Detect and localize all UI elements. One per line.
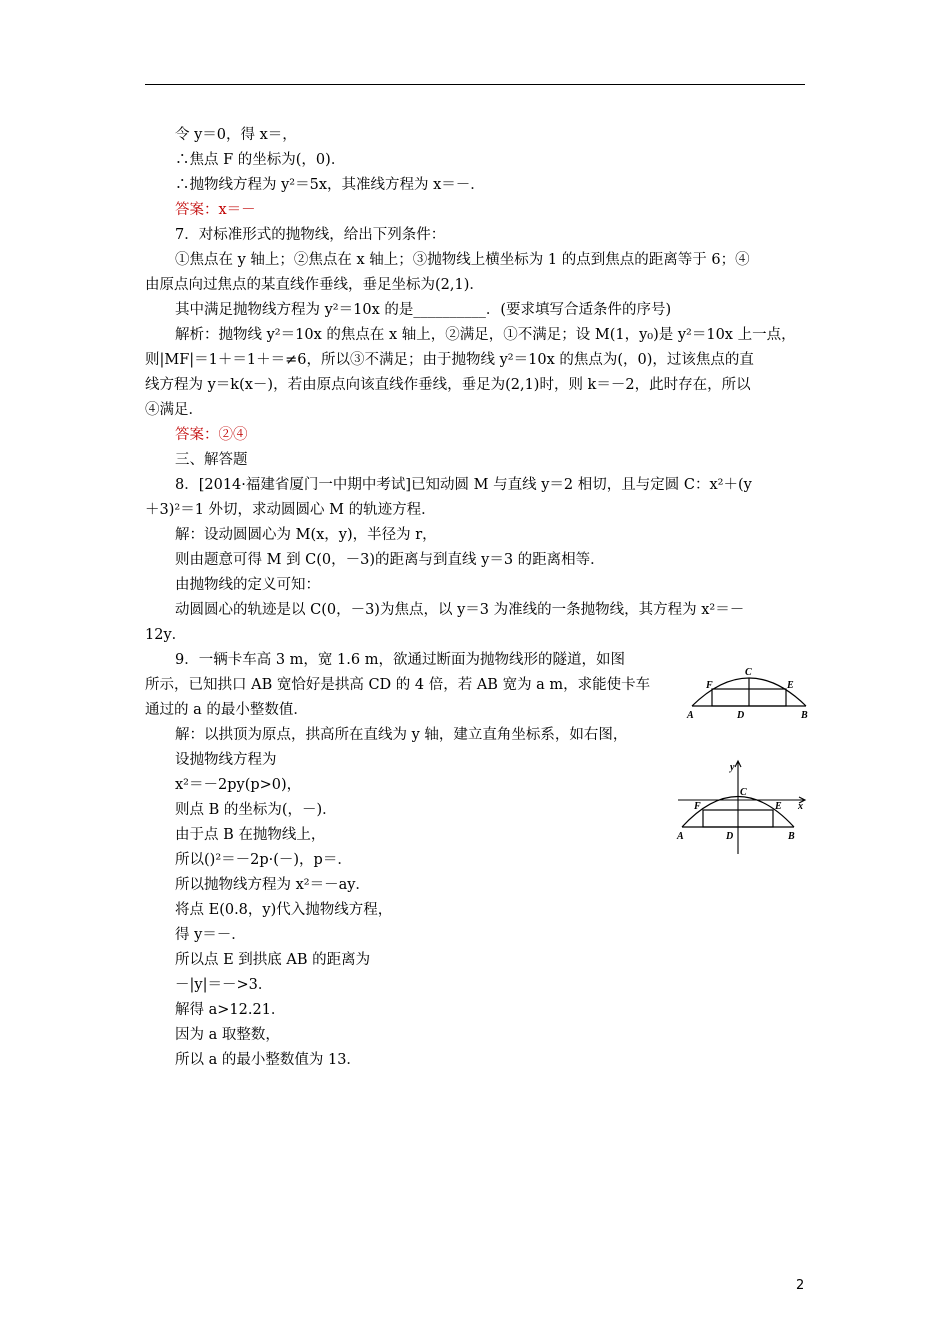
text-line: 令 y＝0，得 x＝， <box>175 127 297 143</box>
text-line: x²＝－2py(p>0)， <box>175 777 302 793</box>
text-line: 因为 a 取整数， <box>175 1027 280 1043</box>
label-A: A <box>687 710 694 721</box>
label-C: C <box>745 667 752 678</box>
text-line: 得 y＝－． <box>175 927 246 943</box>
text-line: 三、解答题 <box>175 452 248 468</box>
label-F: F <box>694 801 701 812</box>
text-line: 所以抛物线方程为 x²＝－ay． <box>175 877 370 893</box>
text-line: 由抛物线的定义可知： <box>175 577 320 593</box>
label-D: D <box>726 831 734 842</box>
text-line: ①焦点在 y 轴上；②焦点在 x 轴上；③抛物线上横坐标为 1 的点到焦点的距离等于 6；④ <box>175 252 750 268</box>
text-line: 则|MF|＝1＋＝1＋＝≠6，所以③不满足；由于抛物线 y²＝10x 的焦点为(，0)，过该焦点的直 <box>145 352 754 368</box>
text-line: 动圆圆心的轨迹是以 C(0，－3)为焦点，以 y＝3 为准线的一条抛物线，其方程为 x²＝－ <box>175 602 745 618</box>
text-line: 线方程为 y＝k(x－)，若由原点向该直线作垂线，垂足为(2,1)时，则 k＝－2，此时存在，所以 <box>145 377 751 393</box>
text-line: 将点 E(0.8，y)代入抛物线方程， <box>175 902 393 918</box>
text-line: 解：设动圆圆心为 M(x，y)，半径为 r， <box>175 527 437 543</box>
text-line: ④满足． <box>145 402 203 418</box>
header-rule <box>145 84 805 85</box>
text-line: ∴焦点 F 的坐标为(，0)． <box>175 152 346 168</box>
text-line: 9．一辆卡车高 3 m，宽 1.6 m，欲通过断面为抛物线形的隧道，如图 <box>175 652 625 668</box>
text-line: 所以()²＝－2p·(－)，p＝． <box>175 852 352 868</box>
text-line: 设抛物线方程为 <box>175 752 277 768</box>
tunnel-figure <box>684 662 814 722</box>
text-line: －|y|＝－>3． <box>175 977 273 993</box>
text-line: 解得 a>12.21． <box>175 1002 286 1018</box>
label-F: F <box>706 680 713 691</box>
label-B: B <box>788 831 795 842</box>
text-line: 7．对标准形式的抛物线，给出下列条件： <box>175 227 446 243</box>
text-line: 12y． <box>145 627 187 643</box>
text-line: 所示，已知拱口 AB 宽恰好是拱高 CD 的 4 倍，若 AB 宽为 a m，求能使卡车 <box>145 677 651 693</box>
label-x: x <box>798 801 803 812</box>
text-line: 通过的 a 的最小整数值． <box>145 702 308 718</box>
label-E: E <box>775 801 782 812</box>
page-number: 2 <box>796 1278 805 1293</box>
text-line: 8．[2014·福建省厦门一中期中考试]已知动圆 M 与直线 y＝2 相切，且与定圆 C：x²＋(y <box>175 477 752 493</box>
answer-line: 答案：x＝－ <box>175 202 256 218</box>
coordinate-figure <box>674 758 814 858</box>
label-y: y <box>730 762 735 773</box>
label-C: C <box>740 787 747 798</box>
answer-line: 答案：②④ <box>175 427 248 443</box>
text-line: 解：以拱顶为原点，拱高所在直线为 y 轴，建立直角坐标系，如右图， <box>175 727 628 743</box>
text-line: 由原点向过焦点的某直线作垂线，垂足坐标为(2,1)． <box>145 277 484 293</box>
text-line: ∴抛物线方程为 y²＝5x，其准线方程为 x＝－． <box>175 177 485 193</box>
label-E: E <box>787 680 794 691</box>
text-line: ＋3)²＝1 外切，求动圆圆心 M 的轨迹方程． <box>145 502 436 518</box>
label-A: A <box>677 831 684 842</box>
text-line: 解析：抛物线 y²＝10x 的焦点在 x 轴上，②满足，①不满足；设 M(1，y₀)是 y²＝10x 上一点， <box>175 327 796 343</box>
text-line: 由于点 B 在抛物线上， <box>175 827 326 843</box>
text-line: 则由题意可得 M 到 C(0，－3)的距离与到直线 y＝3 的距离相等． <box>175 552 605 568</box>
text-line: 则点 B 的坐标为(，－)． <box>175 802 337 818</box>
label-B: B <box>801 710 808 721</box>
text-line: 所以 a 的最小整数值为 13． <box>175 1052 361 1068</box>
label-D: D <box>737 710 745 721</box>
text-line: 其中满足抛物线方程为 y²＝10x 的是__________．(要求填写合适条件的序号) <box>175 302 672 318</box>
text-line: 所以点 E 到拱底 AB 的距离为 <box>175 952 371 968</box>
